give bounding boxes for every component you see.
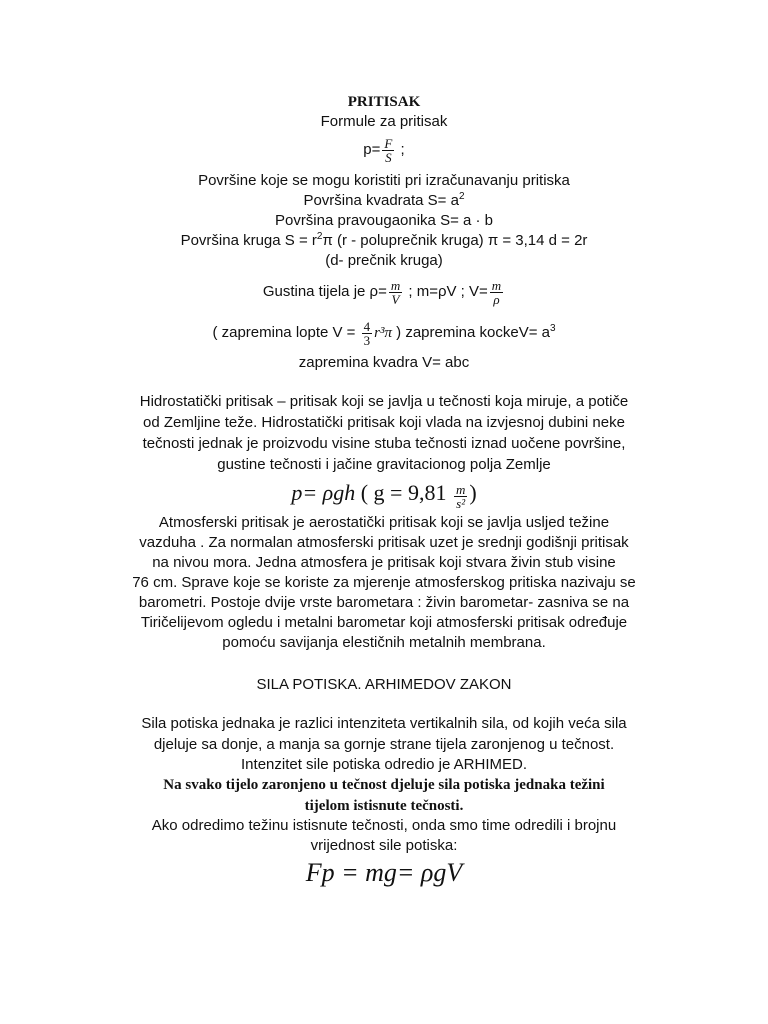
- rect-area: Površina pravougaonika S= a · b: [274, 212, 494, 229]
- density-formula: [0, 272, 768, 312]
- formula-lhs: p=: [363, 141, 381, 158]
- formula-tail: ;: [396, 141, 405, 158]
- hydro-line-2: od Zemljine teže. Hidrostatički pritisak koji vlada na izvjesnoj dubini neke: [143, 414, 625, 431]
- archimedes-formula: Fp = mg= ρgV: [305, 858, 463, 887]
- fraction-m-over-rho: [490, 279, 503, 306]
- fraction-f-over-s: [382, 137, 394, 164]
- volume-formulas: [0, 314, 768, 352]
- atmo-line-2: vazduha . Za normalan atmosferski pritisak uzet je srednji godišnji pritisak: [139, 534, 629, 551]
- fraction-m-over-s2: [454, 483, 467, 510]
- hydrostatic-formula: [0, 476, 768, 510]
- closing-line-1: Ako odredimo težinu istisnute tečnosti, onda smo time odredili i brojnu: [151, 817, 617, 834]
- square-area: [0, 191, 768, 211]
- buoyancy-line-3: Intenzitet sile potiska odredio je ARHIMED.: [241, 756, 527, 773]
- fraction-denominator: ρ: [493, 291, 500, 307]
- exponent: 3: [549, 323, 556, 334]
- formula-close: ): [469, 480, 477, 505]
- atmo-line-3: na nivou mora. Jedna atmosfera je pritisak koji stvara živin stub visine: [152, 554, 616, 571]
- fraction-numerator: F: [384, 135, 393, 151]
- formulas-heading: Formule za pritisak: [320, 113, 448, 130]
- fraction-denominator: V: [391, 291, 400, 307]
- sphere-volume-text: ( zapremina lopte V =: [212, 324, 360, 341]
- density-text: Gustina tijela je ρ=: [262, 283, 387, 300]
- buoyancy-line-1: Sila potiska jednaka je razlici intenziteta vertikalnih sila, od kojih veća sila: [141, 715, 627, 732]
- cuboid-volume: zapremina kvadra V= abc: [298, 354, 470, 371]
- atmo-line-6: Tiričelijevom ogledu i metalni barometar koji atmosferski pritisak određuje: [140, 614, 628, 631]
- circle-area: [0, 231, 768, 251]
- circle-area-text: Površina kruga S = r: [180, 232, 317, 249]
- section-title: SILA POTISKA. ARHIMEDOV ZAKON: [256, 676, 512, 693]
- hydro-line-1: Hidrostatički pritisak – pritisak koji se javlja u tečnosti koja miruje, a potiče: [139, 393, 629, 410]
- square-area-text: Površina kvadrata S= a: [303, 192, 459, 209]
- gravity-value: ( g = 9,81: [355, 480, 452, 505]
- r-cubed-pi: r³π: [374, 325, 392, 341]
- cube-volume-text: ) zapremina kockeV= a: [391, 324, 550, 341]
- atmo-line-4: 76 cm. Sprave koje se koriste za mjerenje atmosferskog pritiska nazivaju se: [132, 574, 636, 591]
- fraction-numerator: 4: [363, 318, 371, 334]
- fraction-m-over-v: [389, 279, 402, 306]
- law-line-1: Na svako tijelo zaronjeno u tečnost djeluje sila potiska jednaka težini: [163, 777, 605, 793]
- atmo-line-5: barometri. Postoje dvije vrste barometara : živin barometar- zasniva se na: [138, 594, 630, 611]
- fraction-denominator: 3: [363, 332, 371, 348]
- atmo-line-7: pomoću savijanja elestičnih metalnih membrana.: [222, 634, 546, 651]
- fraction-denominator: s²: [456, 495, 466, 511]
- fraction-numerator: m: [491, 277, 502, 293]
- fraction-numerator: m: [455, 481, 466, 497]
- areas-intro: Površine koje se mogu koristiti pri izračunavanju pritiska: [198, 172, 570, 189]
- circle-area-rest: π (r - poluprečnik kruga) π = 3,14 d = 2r: [322, 232, 588, 249]
- pressure-formula: [0, 132, 768, 168]
- fraction-denominator: S: [385, 149, 392, 165]
- law-line-2: tijelom istisnute tečnosti.: [304, 798, 464, 814]
- buoyancy-line-2: djeluje sa donje, a manja sa gornje strane tijela zaronjenog u tečnost.: [153, 736, 615, 753]
- atmo-line-1: Atmosferski pritisak je aerostatički pritisak koji se javlja usljed težine: [158, 514, 610, 531]
- density-mid: ; m=ρV ; V=: [404, 283, 488, 300]
- hydro-line-4: gustine tečnosti i jačine gravitacionog polja Zemlje: [217, 456, 551, 473]
- page-title: PRITISAK: [347, 94, 421, 110]
- closing-line-2: vrijednost sile potiska:: [310, 837, 458, 854]
- fraction-4-over-3: [362, 320, 373, 347]
- hydro-formula-main: p= ρgh: [291, 480, 356, 505]
- fraction-numerator: m: [390, 277, 401, 293]
- hydro-line-3: tečnosti jednak je proizvodu visine stuba tečnosti iznad uočene površine,: [142, 435, 626, 452]
- exponent: 2: [458, 191, 465, 202]
- diameter-note: (d- prečnik kruga): [325, 252, 443, 269]
- exponent: 2: [316, 231, 323, 242]
